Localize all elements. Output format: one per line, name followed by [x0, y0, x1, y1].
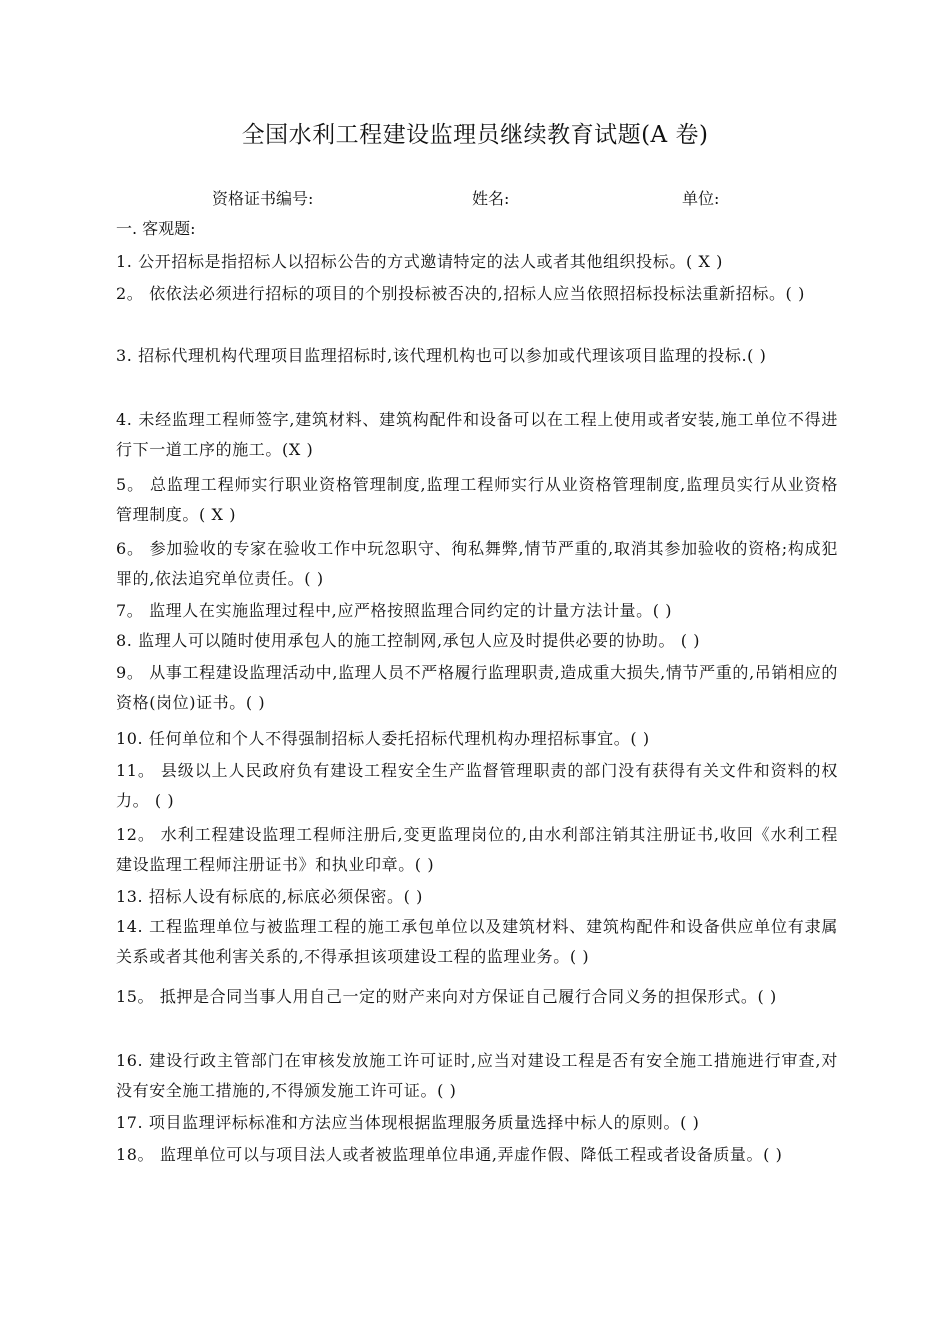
question-16: 16. 建设行政主管部门在审核发放施工许可证时,应当对建设工程是否有安全施工措施进行审查,对没有安全施工措施的,不得颁发施工许可证。( ) [116, 1051, 838, 1100]
question-11: 11。 县级以上人民政府负有建设工程安全生产监督管理职责的部门没有获得有关文件和资料的权力。 ( ) [116, 761, 838, 810]
question-2: 2。 依依法必须进行招标的项目的个别投标被否决的,招标人应当依照招标投标法重新招标。( ) [116, 284, 805, 303]
page-title: 全国水利工程建设监理员继续教育试题(A 卷) [241, 122, 709, 148]
question-4: 4. 未经监理工程师签字,建筑材料、建筑构配件和设备可以在工程上使用或者安装,施工单位不得进行下一道工序的施工。(X ) [116, 410, 838, 459]
question-1: 1. 公开招标是指招标人以招标公告的方式邀请特定的法人或者其他组织投标。( X ) [116, 252, 723, 271]
question-5: 5。 总监理工程师实行职业资格管理制度,监理工程师实行从业资格管理制度,监理员实行从业资格管理制度。( X ) [116, 475, 838, 524]
question-17: 17. 项目监理评标标准和方法应当体现根据监理服务质量选择中标人的原则。( ) [116, 1113, 700, 1132]
cert-number-label: 资格证书编号: [212, 189, 314, 208]
question-10: 10. 任何单位和个人不得强制招标人委托招标代理机构办理招标事宜。( ) [116, 729, 650, 748]
question-13: 13. 招标人设有标底的,标底必须保密。( ) [116, 887, 423, 906]
unit-label: 单位: [682, 189, 720, 208]
section-heading: 一. 客观题: [116, 219, 196, 238]
question-14: 14. 工程监理单位与被监理工程的施工承包单位以及建筑材料、建筑构配件和设备供应单位有隶属关系或者其他利害关系的,不得承担该项建设工程的监理业务。( ) [116, 917, 838, 966]
question-7: 7。 监理人在实施监理过程中,应严格按照监理合同约定的计量方法计量。( ) [116, 601, 673, 620]
question-15: 15。 抵押是合同当事人用自己一定的财产来向对方保证自己履行合同义务的担保形式。( ) [116, 987, 777, 1006]
question-6: 6。 参加验收的专家在验收工作中玩忽职守、徇私舞弊,情节严重的,取消其参加验收的资格;构成犯罪的,依法追究单位责任。( ) [116, 539, 838, 588]
question-12: 12。 水利工程建设监理工程师注册后,变更监理岗位的,由水利部注销其注册证书,收回《水利工程建设监理工程师注册证书》和执业印章。( ) [116, 825, 838, 874]
question-8: 8. 监理人可以随时使用承包人的施工控制网,承包人应及时提供必要的协助。 ( ) [116, 631, 701, 650]
question-9: 9。 从事工程建设监理活动中,监理人员不严格履行监理职责,造成重大损失,情节严重的,吊销相应的资格(岗位)证书。( ) [116, 663, 838, 712]
question-18: 18。 监理单位可以与项目法人或者被监理单位串通,弄虚作假、降低工程或者设备质量。( ) [116, 1145, 783, 1164]
question-3: 3. 招标代理机构代理项目监理招标时,该代理机构也可以参加或代理该项目监理的投标.( ) [116, 346, 767, 365]
name-label: 姓名: [472, 189, 510, 208]
